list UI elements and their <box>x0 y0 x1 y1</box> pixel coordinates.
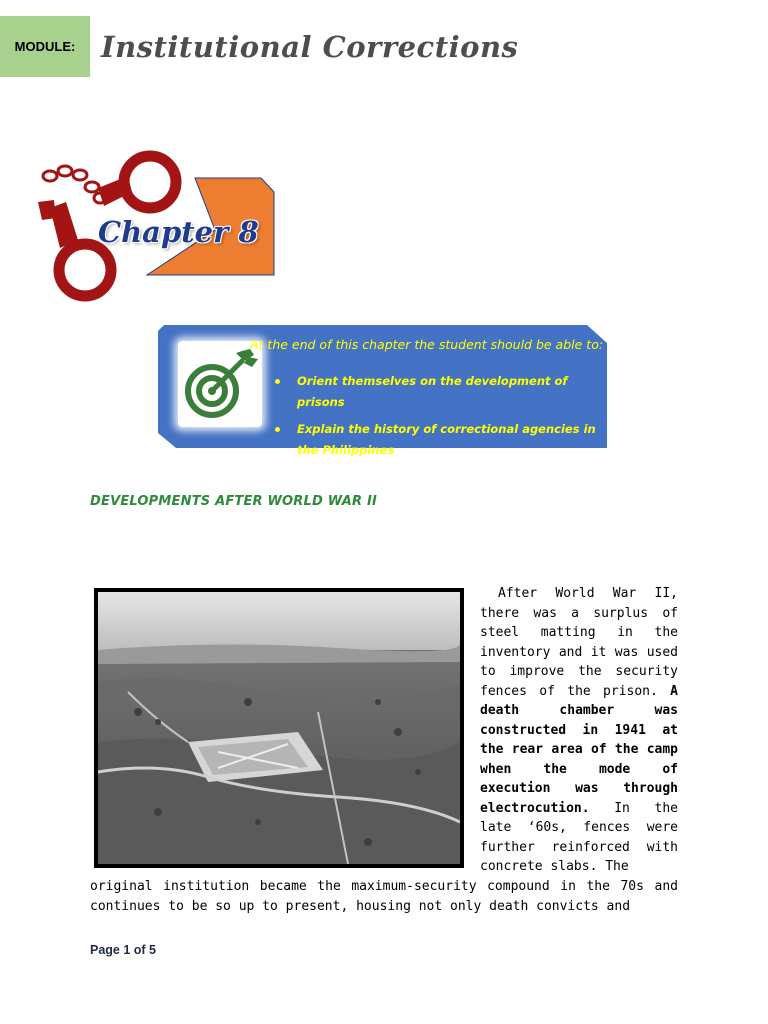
aerial-photo <box>94 588 464 868</box>
body-text-end: In the late ‘60s, fences were further reinforced with concrete slabs. The <box>480 800 678 874</box>
body-text-start: After World War II, there was a surplus of steel matting in the inventory and it was used to improve the security fences of the prison. <box>480 586 678 699</box>
chapter-label: Chapter 8 <box>98 215 259 249</box>
body-paragraph-right <box>480 584 678 877</box>
module-label: MODULE: <box>14 39 76 54</box>
body-paragraph-bottom: original institution became the maximum-security compound in the 70s and continues to be so up to present, housing not only death convicts and <box>90 879 678 914</box>
target-tile <box>178 341 262 427</box>
page-number: Page 1 of 5 <box>90 943 156 957</box>
objective-item: Explain the history of correctional agencies in the Philippines <box>272 419 602 461</box>
aerial-photo-image <box>98 592 460 864</box>
objectives-intro: At the end of this chapter the student should be able to: <box>250 337 604 352</box>
target-icon <box>178 341 262 427</box>
module-badge <box>0 16 90 77</box>
objectives-box <box>158 325 607 457</box>
body-text-bold: A death chamber was constructed in 1941 at the rear area of the camp when the mode of execution was through electrocution. <box>480 683 678 816</box>
objective-item: Orient themselves on the development of prisons <box>272 371 602 413</box>
section-heading: DEVELOPMENTS AFTER WORLD WAR II <box>90 494 378 509</box>
objectives-list <box>272 371 602 467</box>
module-title: Institutional Corrections <box>101 30 519 64</box>
